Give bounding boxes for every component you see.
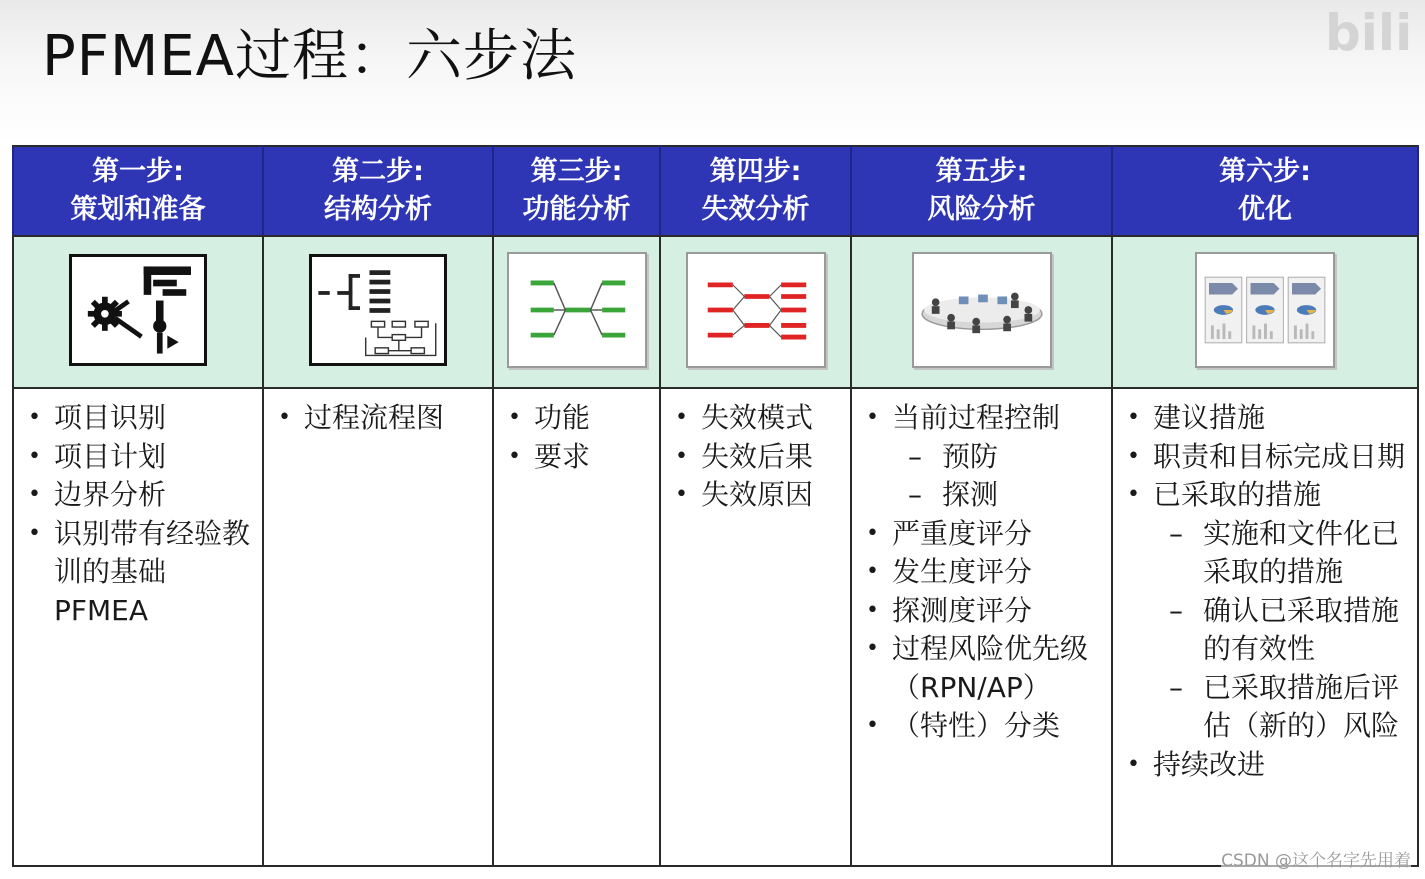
step-number: 第三步: (530, 156, 623, 187)
list-item (862, 515, 1105, 554)
step-header-6 (1112, 146, 1418, 236)
list-item-text: 过程流程图 (304, 401, 445, 434)
content-cell-2 (263, 388, 493, 866)
list-item (862, 630, 1105, 707)
list-item (1123, 476, 1411, 746)
icon-cell-6 (1112, 236, 1418, 388)
content-cell-1 (13, 388, 263, 866)
list-item-text: 失效模式 (701, 401, 814, 434)
sub-list-item: – 探测 (892, 476, 1105, 515)
icon-cell-1 (13, 236, 263, 388)
item-list (494, 389, 659, 476)
icon-cell-2 (263, 236, 493, 388)
step-number: 第四步: (709, 156, 802, 187)
list-item-text: 识别带有经验教训的基础PFMEA (54, 516, 251, 627)
list-item (862, 707, 1105, 746)
step-header-4 (660, 146, 851, 236)
step-number: 第五步: (935, 156, 1028, 187)
sub-list-item: – 已采取措施后评估（新的）风险 (1153, 669, 1411, 746)
item-list (14, 389, 262, 630)
step-number: 第二步: (332, 156, 424, 187)
list-item-text: 边界分析 (54, 478, 167, 511)
step-number: 第六步: (1219, 156, 1311, 187)
step-icon-row (13, 236, 1418, 388)
sub-list-item: – 确认已采取措施的有效性 (1153, 592, 1411, 669)
list-item-text: （特性）分类 (892, 709, 1061, 742)
content-cell-5 (851, 388, 1112, 866)
list-item-text: 发生度评分 (892, 555, 1033, 588)
content-cell-3 (493, 388, 660, 866)
step-name: 优化 (1238, 194, 1292, 225)
list-item-text: 项目识别 (54, 401, 167, 434)
sub-list-item: – 预防 (892, 438, 1105, 477)
step-header-1 (13, 146, 263, 236)
step-name: 结构分析 (324, 194, 432, 225)
page-title: PFMEA过程：六步法 (42, 24, 577, 89)
sub-list (1153, 515, 1411, 746)
six-step-table (12, 145, 1419, 867)
icon-cell-5 (851, 236, 1112, 388)
list-item (24, 399, 256, 438)
sub-list-item: – 实施和文件化已采取的措施 (1153, 515, 1411, 592)
step-header-3 (493, 146, 660, 236)
step-name: 风险分析 (927, 194, 1036, 225)
header-band (0, 100, 1425, 144)
list-item (24, 438, 256, 477)
list-item (504, 438, 653, 477)
list-item (862, 592, 1105, 631)
csdn-watermark: CSDN @这个名字先用着 (1221, 846, 1411, 871)
list-item-text: 功能 (534, 401, 591, 434)
item-list (852, 389, 1111, 746)
optimization-charts-icon (1195, 252, 1335, 368)
list-item-text: 失效后果 (701, 439, 814, 473)
icon-cell-3 (493, 236, 660, 388)
list-item (1123, 399, 1411, 438)
list-item-text: 探测度评分 (892, 593, 1033, 627)
item-list (264, 389, 492, 438)
list-item-text: 持续改进 (1153, 747, 1266, 781)
list-item-text: 已采取的措施 (1153, 478, 1322, 511)
list-item (671, 476, 844, 515)
list-item (671, 438, 844, 477)
list-item (24, 476, 256, 515)
list-item-text: 职责和目标完成日期 (1153, 439, 1406, 473)
step-number: 第一步: (92, 156, 184, 187)
list-item (671, 399, 844, 438)
list-item (862, 553, 1105, 592)
icon-cell-4 (660, 236, 851, 388)
structure-tree-icon (309, 254, 447, 366)
sub-list (892, 438, 1105, 515)
list-item (504, 399, 653, 438)
content-cell-4 (660, 388, 851, 866)
content-cell-6 (1112, 388, 1418, 866)
gear-flowchart-icon (69, 254, 207, 366)
list-item-text: 失效原因 (701, 478, 814, 511)
list-item (1123, 438, 1411, 477)
list-item-text: 建议措施 (1153, 401, 1266, 434)
step-name: 功能分析 (522, 194, 631, 225)
title-bar (0, 0, 1425, 102)
step-name: 策划和准备 (70, 194, 206, 225)
step-header-row (13, 146, 1418, 236)
function-network-icon (507, 252, 647, 368)
list-item (1123, 746, 1411, 785)
item-list (661, 389, 850, 515)
item-list (1113, 389, 1417, 784)
step-header-2 (263, 146, 493, 236)
list-item-text: 严重度评分 (892, 516, 1033, 550)
step-name: 失效分析 (701, 194, 810, 225)
risk-meeting-icon (912, 252, 1052, 368)
list-item-text: 项目计划 (54, 439, 167, 473)
list-item (24, 515, 256, 631)
list-item (274, 399, 486, 438)
list-item-text: 要求 (534, 439, 591, 473)
list-item-text: 过程风险优先级（RPN/AP） (892, 632, 1089, 704)
step-content-row (13, 388, 1418, 866)
list-item (862, 399, 1105, 515)
step-header-5 (851, 146, 1112, 236)
failure-network-icon (686, 252, 826, 368)
bilibili-logo: bili (1325, 4, 1413, 62)
list-item-text: 当前过程控制 (892, 401, 1061, 434)
